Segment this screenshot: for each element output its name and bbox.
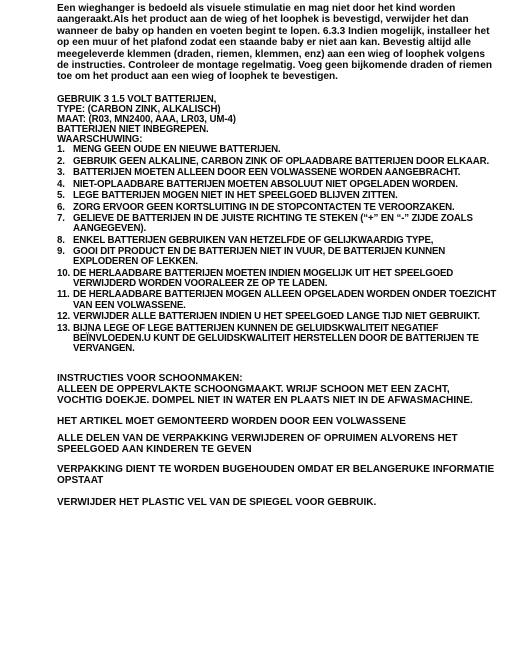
warning-number: 10. [57,267,71,279]
warning-number: 6. [57,201,65,213]
warning-text: LEGE BATTERIJEN MOGEN NIET IN HET SPEELGOED BLIJVEN ZITTEN. [73,190,398,202]
warning-item [57,203,497,213]
warning-item [57,236,497,246]
warning-list [57,145,497,353]
warning-number: 11. [57,289,70,301]
warning-item [57,180,497,190]
warning-number: 12. [57,311,71,323]
warning-text: ZORG ERVOOR GEEN KORTSLUITING IN DE STOPCONTACTEN TE VEROORZAKEN. [73,201,455,213]
warning-text: NIET-OPLAADBARE BATTERIJEN MOETEN ABSOLUUT NIET OPGELADEN WORDEN. [73,178,458,190]
warning-number: 7. [57,213,65,225]
warning-number: 8. [57,234,65,246]
instruction-sheet [57,0,497,508]
battery-type: TYPE: (CARBON ZINK, ALKALISCH) [57,103,221,115]
warning-text: GOOI DIT PRODUCT EN DE BATTERIJEN NIET IN VUUR, DE BATTERIJEN KUNNEN EXPLODEREN OF LEKKEN. [73,246,446,268]
warning-number: 5. [57,190,65,202]
warning-number: 9. [57,246,65,258]
battery-not-included: BATTERIJEN NIET INBEGREPEN. [57,124,209,136]
cleaning-heading: INSTRUCTIES VOOR SCHOONMAKEN: [57,372,243,384]
battery-usage: GEBRUIK 3 1.5 VOLT BATTERIJEN, [57,93,217,105]
warning-item [57,324,497,354]
battery-size: MAAT: (R03, MN2400, AAA, LR03, UM-4) [57,114,236,126]
warning-heading: WAARSCHUWING: [57,134,143,146]
warning-number: 3. [57,167,65,179]
warning-text: GEBRUIK GEEN ALKALINE, CARBON ZINK OF OPLAADBARE BATTERIJEN DOOR ELKAAR. [73,155,489,167]
warning-item [57,269,497,289]
warning-number: 4. [57,178,65,190]
warning-item [57,214,497,234]
warning-text: MENG GEEN OUDE EN NIEUWE BATTERIJEN. [73,144,281,156]
warning-item [57,145,497,155]
warning-item [57,191,497,201]
keep-packaging-notice: VERPAKKING DIENT TE WORDEN BUGEHOUDEN OMDAT ER BELANGERUKE INFORMATIE OPSTAAT [57,463,495,486]
remove-packaging-notice: ALLE DELEN VAN DE VERPAKKING VERWIJDEREN OF OPRUIMEN ALVORENS HET SPEELGOED AAN KINDEREN TE GEVEN [57,432,458,455]
warning-text: ENKEL BATTERIJEN GEBRUIKEN VAN HETZELFDE OF GELIJKWAARDIG TYPE, [73,234,434,246]
warning-item [57,157,497,167]
battery-section [57,95,497,354]
warning-text: VERWIJDER ALLE BATTERIJEN INDIEN U HET SPEELGOED LANGE TIJD NIET GEBRUIKT. [73,311,480,323]
warning-text: DE HERLAADBARE BATTERIJEN MOGEN ALLEEN OPGELADEN WORDEN ONDER TOEZICHT VAN EEN VOLWASSENE. [73,289,497,311]
warning-item [57,290,497,310]
crib-mobile-intro: Een wieghanger is bedoeld als visuele stimulatie en mag niet door het kind worden aangeraakt.Als het product aan de wieg of het loophek is bevestigd, verwijder het dan wanneer de baby op handen en voeten begint te lopen. 6.3.3 Indien mogelijk, installeer het op een muur of het plafond zodat een staande baby er niet aan kan. Bevestig altijd alle meegeleverde klemmen (draden, riemen, klemmen, enz) aan een wieg of loophek volgens de instructies. Controleer de montage regelmatig. Voeg geen bijkomende draden of riemen toe om het product aan een wieg of loophek te bevestigen. [57,3,493,83]
warning-item [57,168,497,178]
warning-number: 2. [57,155,65,167]
warning-text: BIJNA LEGE OF LEGE BATTERIJEN KUNNEN DE GELUIDSKWALITEIT NEGATIEF BEÏNVLOEDEN.U KUNT DE GELUIDSKWALITEIT HERSTELLEN DOOR DE BATTERIJEN TE VERVANGEN. [73,322,479,354]
warning-text: BATTERIJEN MOETEN ALLEEN DOOR EEN VOLWASSENE WORDEN AANGEBRACHT. [73,167,461,179]
mirror-film-notice: VERWIJDER HET PLASTIC VEL VAN DE SPIEGEL VOOR GEBRUIK. [57,496,377,508]
warning-number: 1. [57,144,65,156]
warning-item [57,312,497,322]
warning-number: 13. [57,322,71,334]
warning-text: DE HERLAADBARE BATTERIJEN MOETEN INDIEN MOGELIJK UIT HET SPEELGOED VERWIJDERD WORDEN VOORALEER ZE OP TE LADEN. [73,267,454,289]
warning-text: GELIEVE DE BATTERIJEN IN DE JUISTE RICHTING TE STEKEN (“+” EN “-” ZIJDE ZOALS AANGEGEVEN). [73,213,473,235]
adult-assembly-notice: HET ARTIKEL MOET GEMONTEERD WORDEN DOOR EEN VOLWASSENE [57,415,406,427]
warning-item [57,247,497,267]
cleaning-instructions: ALLEEN DE OPPERVLAKTE SCHOONGMAAKT. WRIJF SCHOON MET EEN ZACHT, VOCHTIG DOEKJE. DOMPEL NIET IN WATER EN PLAATS NIET IN DE AFWASMACHINE. [57,383,473,406]
